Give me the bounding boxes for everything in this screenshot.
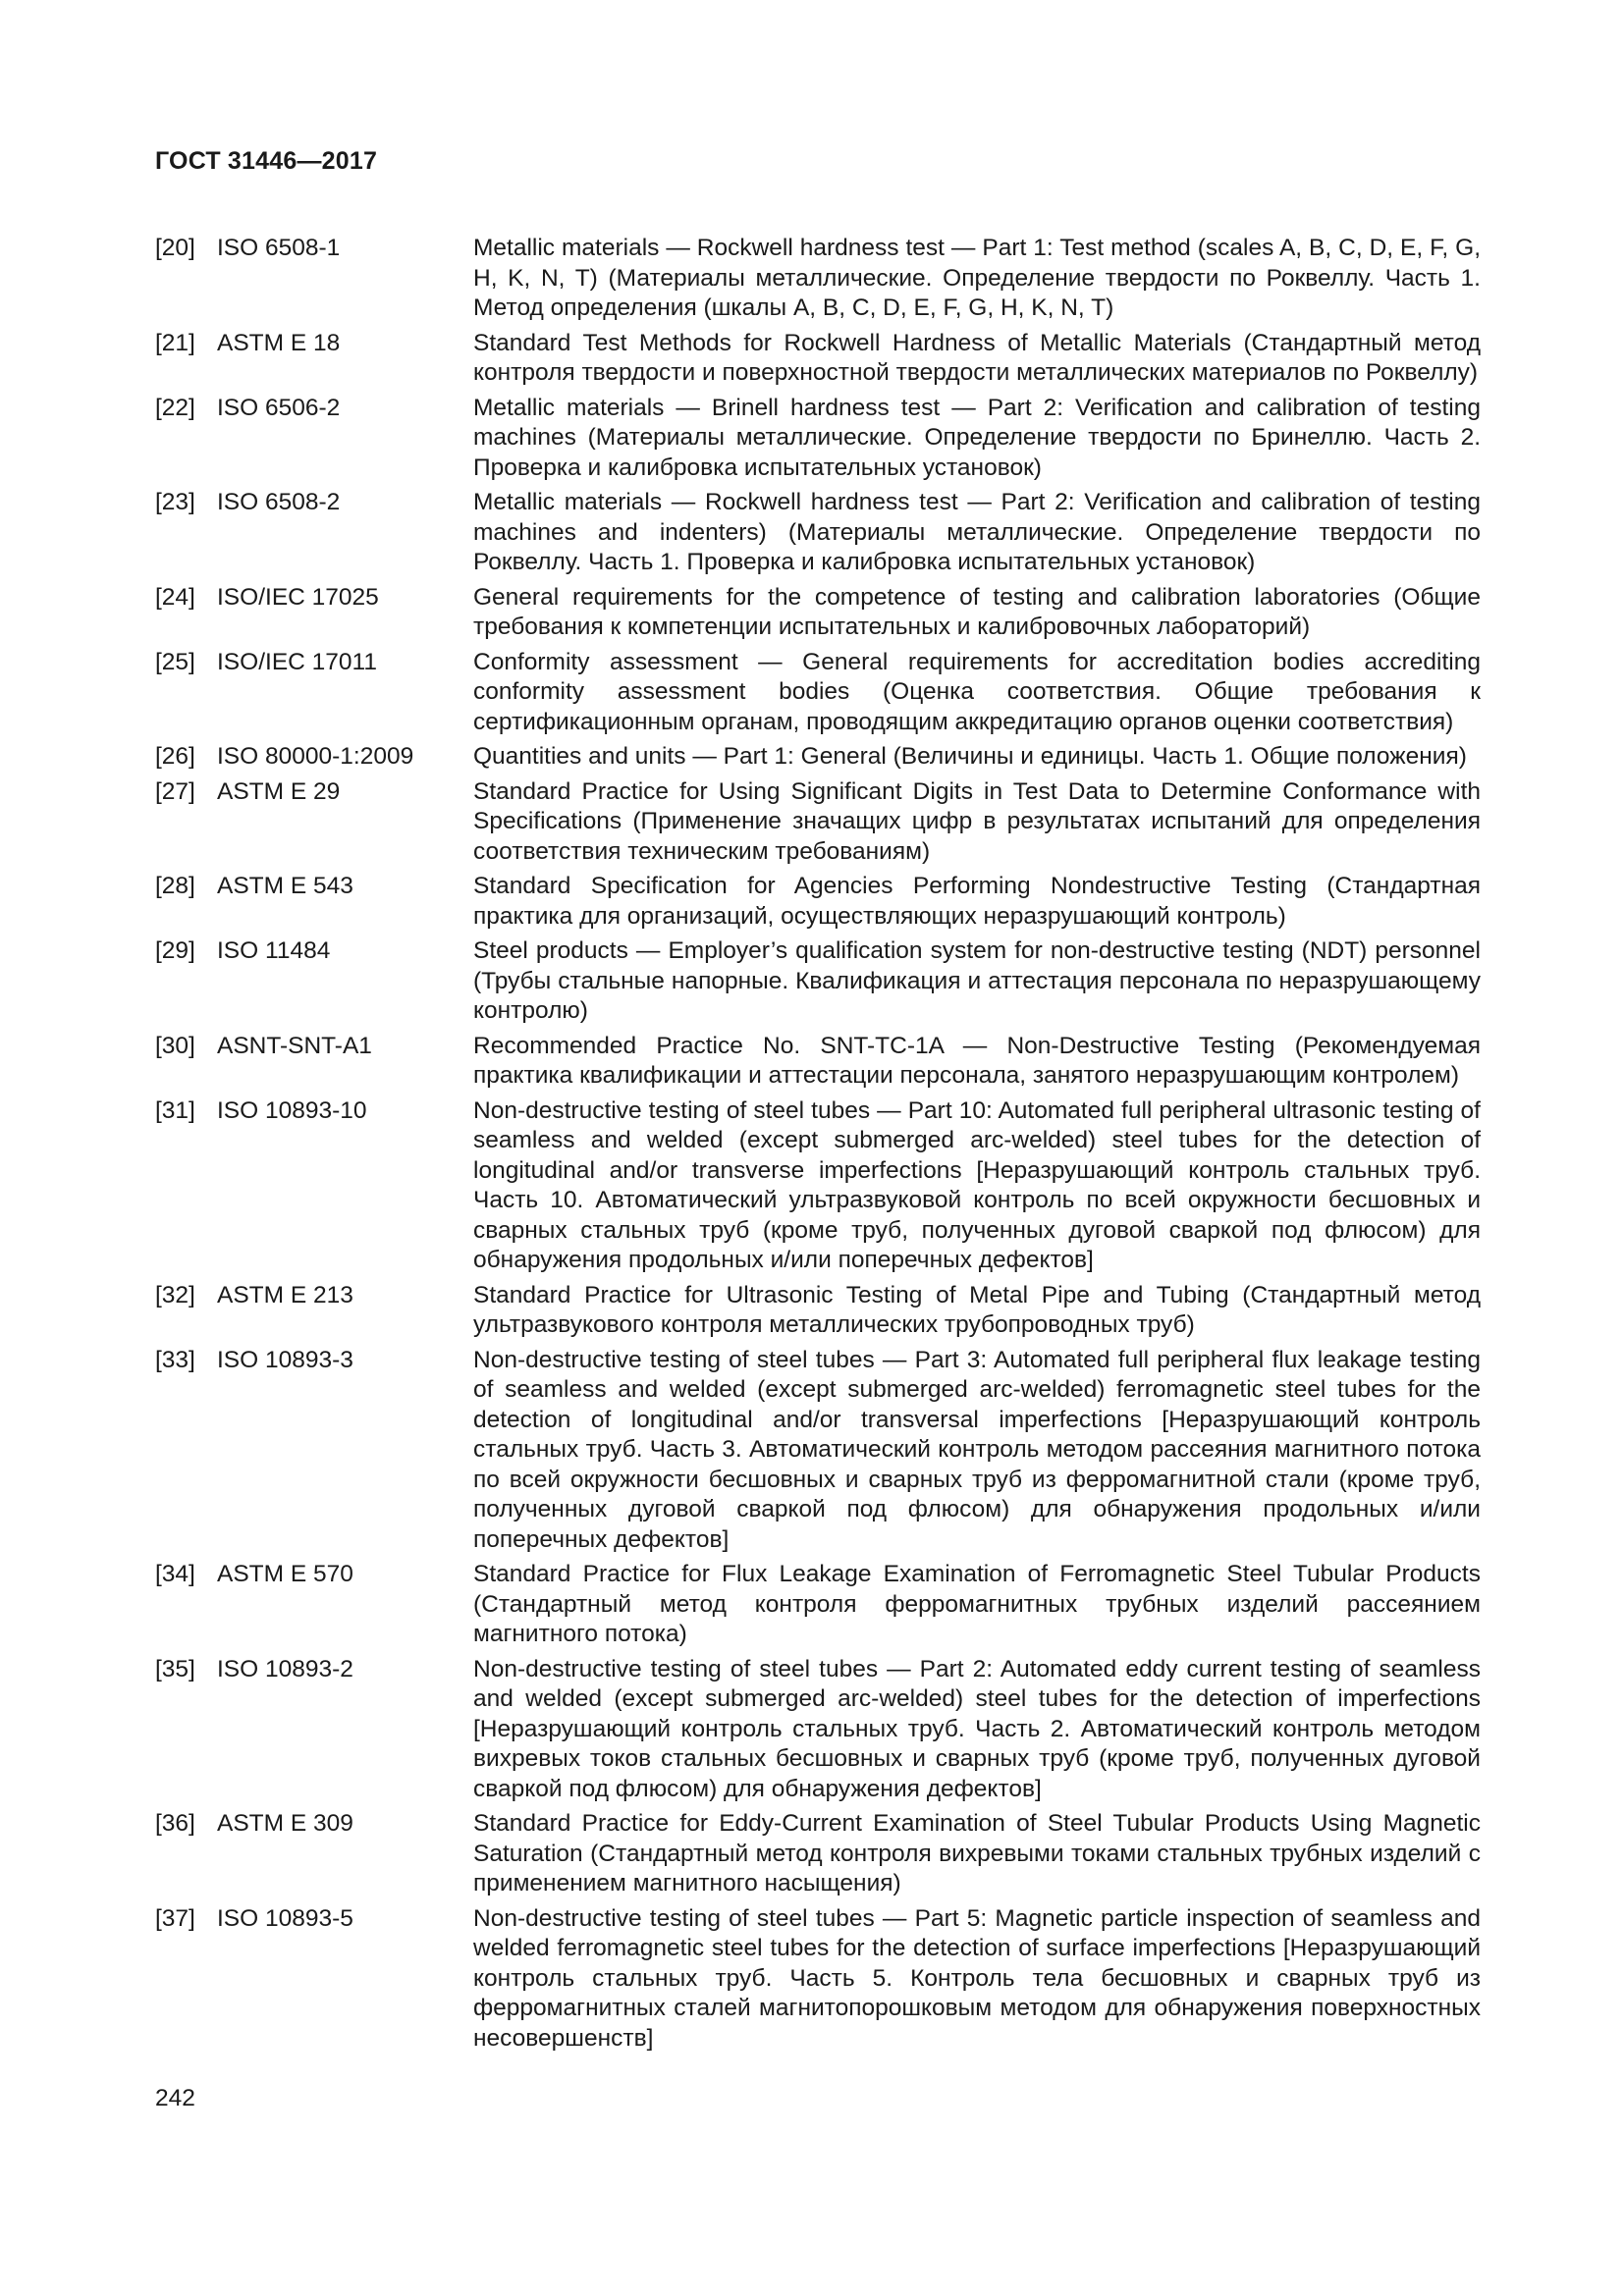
entry-number: [22] bbox=[155, 394, 195, 421]
bibliography-list bbox=[155, 234, 1481, 2058]
entry-standard-code: ISO 10893-3 bbox=[217, 1346, 353, 1373]
entry-number: [34] bbox=[155, 1561, 195, 1587]
entry-title: Recommended Practice No. SNT-TC-1A — Non-Destructive Testing (Рекомендуемая практика квалификации и аттестации персонала, занятого неразрушающим контролем) bbox=[473, 1032, 1481, 1089]
entry-number: [24] bbox=[155, 583, 195, 611]
entry-number: [28] bbox=[155, 873, 195, 899]
entry-standard-code: ISO 11484 bbox=[217, 937, 331, 964]
entry-title: Standard Practice for Flux Leakage Examination of Ferromagnetic Steel Tubular Products (Стандартный метод контроля ферромагнитных трубных изделий рассеянием магнитного потока) bbox=[473, 1561, 1481, 1647]
entry-title: Standard Practice for Eddy-Current Examination of Steel Tubular Products Using Magnetic Saturation (Стандартный метод контроля вихревыми токами стальных трубных изделий с применением магнитного насыщения) bbox=[473, 1810, 1481, 1896]
entry-standard-code: ISO 10893-2 bbox=[217, 1655, 353, 1682]
entry-number: [31] bbox=[155, 1096, 195, 1124]
entry-number: [21] bbox=[155, 329, 195, 356]
bibliography-entry bbox=[155, 1904, 1481, 2055]
bibliography-entry bbox=[155, 1281, 1481, 1341]
entry-title: General requirements for the competence of testing and calibration laboratories (Общие требования к компетенции испытательных и калибровочных лабораторий) bbox=[473, 583, 1481, 640]
entry-number: [27] bbox=[155, 777, 195, 805]
entry-number: [32] bbox=[155, 1281, 195, 1308]
entry-standard-code: ISO/IEC 17011 bbox=[217, 648, 377, 675]
entry-number: [25] bbox=[155, 648, 195, 675]
entry-title: Non-destructive testing of steel tubes — Part 3: Automated full peripheral flux leakage testing of seamless and welded (except submerged arc-welded) ferromagnetic steel tubes for the detection of longitudinal and/or transversal imperfections [Неразрушающий контроль стальных труб. Часть 3. Автоматический контроль методом рассеяния магнитного потока по всей окружности бесшовных и сварных труб из ферромагнитной стали (кроме труб, полученных дуговой сваркой под флюсом) для обнаружения продольных и/или поперечных дефектов] bbox=[473, 1346, 1481, 1553]
entry-standard-code: ISO 6508-1 bbox=[217, 235, 341, 261]
entry-title: Metallic materials — Rockwell hardness test — Part 2: Verification and calibration of testing machines and indenters) (Материалы металлические. Определение твердости по Роквеллу. Часть 1. Проверка и калибровка испытательных установок) bbox=[473, 489, 1481, 575]
bibliography-entry bbox=[155, 872, 1481, 932]
entry-title: Metallic materials — Brinell hardness test — Part 2: Verification and calibration of testing machines (Материалы металлические. Определение твердости по Бринеллю. Часть 2. Проверка и калибровка испытательных установок) bbox=[473, 394, 1481, 481]
entry-title: Standard Practice for Using Significant Digits in Test Data to Determine Conformance with Specifications (Применение значащих цифр в результатах испытаний для определения соответствия техническим требованиям) bbox=[473, 777, 1481, 865]
entry-standard-code: ISO 10893-5 bbox=[217, 1904, 353, 1932]
entry-title: Quantities and units — Part 1: General (Величины и единицы. Часть 1. Общие положения) bbox=[473, 743, 1467, 770]
entry-number: [26] bbox=[155, 743, 195, 770]
entry-standard-code: ASTM E 543 bbox=[217, 873, 353, 899]
entry-title: Steel products — Employer’s qualification system for non-destructive testing (NDT) personnel (Трубы стальные напорные. Квалификация и аттестация персонала по неразрушающему контролю) bbox=[473, 937, 1481, 1024]
entry-title: Conformity assessment — General requirements for accreditation bodies accrediting conformity assessment bodies (Оценка соответствия. Общие требования к сертификационным органам, проводящим аккредитацию органов оценки соответствия) bbox=[473, 648, 1481, 735]
bibliography-entry bbox=[155, 648, 1481, 738]
entry-standard-code: ISO 80000-1:2009 bbox=[217, 743, 414, 770]
entry-standard-code: ASTM E 29 bbox=[217, 777, 341, 805]
bibliography-entry bbox=[155, 234, 1481, 324]
bibliography-entry bbox=[155, 394, 1481, 484]
entry-number: [29] bbox=[155, 937, 195, 964]
entry-standard-code: ISO 10893-10 bbox=[217, 1096, 367, 1124]
entry-title: Standard Practice for Ultrasonic Testing of Metal Pipe and Tubing (Стандартный метод ультразвукового контроля металлических трубопроводных труб) bbox=[473, 1281, 1481, 1338]
page-number: 242 bbox=[155, 2085, 195, 2111]
entry-title: Non-destructive testing of steel tubes — Part 10: Automated full peripheral ultrasonic testing of seamless and welded (except submerged arc-welded) steel tubes for the detection of longitudinal and/or transverse imperfections [Неразрушающий контроль стальных труб. Часть 10. Автоматический ультразвуковой контроль по всей окружности бесшовных и сварных стальных труб (кроме труб, полученных дуговой сваркой под флюсом) для обнаружения продольных и/или поперечных дефектов] bbox=[473, 1096, 1481, 1273]
bibliography-entry bbox=[155, 583, 1481, 643]
entry-number: [35] bbox=[155, 1655, 195, 1682]
entry-title: Non-destructive testing of steel tubes — Part 5: Magnetic particle inspection of seamless and welded ferromagnetic steel tubes for the detection of surface imperfections [Неразрушающий контроль стальных труб. Часть 5. Контроль тела бесшовных и сварных труб из ферромагнитных сталей магнитопорошковым методом для обнаружения поверхностных несовершенств] bbox=[473, 1904, 1481, 2052]
entry-standard-code: ASTM E 309 bbox=[217, 1810, 353, 1837]
entry-standard-code: ISO 6508-2 bbox=[217, 489, 341, 515]
bibliography-entry bbox=[155, 1032, 1481, 1092]
standard-header: ГОСТ 31446—2017 bbox=[155, 147, 378, 175]
entry-standard-code: ISO/IEC 17025 bbox=[217, 583, 379, 611]
entry-number: [23] bbox=[155, 489, 195, 515]
bibliography-entry bbox=[155, 488, 1481, 578]
bibliography-entry bbox=[155, 1560, 1481, 1650]
entry-number: [33] bbox=[155, 1346, 195, 1373]
bibliography-entry bbox=[155, 936, 1481, 1027]
bibliography-entry bbox=[155, 1809, 1481, 1899]
entry-title: Non-destructive testing of steel tubes — Part 2: Automated eddy current testing of seamless and welded (except submerged arc-welded) steel tubes for the detection of imperfections [Неразрушающий контроль стальных труб. Часть 2. Автоматический контроль методом вихревых токов стальных бесшовных и сварных труб (кроме труб, полученных дуговой сваркой под флюсом) для обнаружения дефектов] bbox=[473, 1655, 1481, 1802]
bibliography-entry bbox=[155, 1096, 1481, 1276]
entry-standard-code: ASTM E 213 bbox=[217, 1281, 353, 1308]
bibliography-entry bbox=[155, 1346, 1481, 1556]
entry-number: [20] bbox=[155, 235, 195, 261]
entry-standard-code: ASTM E 18 bbox=[217, 329, 341, 356]
bibliography-entry bbox=[155, 1655, 1481, 1805]
entry-number: [37] bbox=[155, 1904, 195, 1932]
entry-number: [36] bbox=[155, 1810, 195, 1837]
entry-title: Standard Test Methods for Rockwell Hardness of Metallic Materials (Стандартный метод контроля твердости и поверхностной твердости металлических материалов по Роквеллу) bbox=[473, 329, 1481, 386]
bibliography-entry bbox=[155, 742, 1481, 773]
entry-standard-code: ASNT-SNT-A1 bbox=[217, 1032, 372, 1059]
entry-standard-code: ASTM E 570 bbox=[217, 1561, 353, 1587]
entry-standard-code: ISO 6506-2 bbox=[217, 394, 341, 421]
entry-title: Metallic materials — Rockwell hardness test — Part 1: Test method (scales A, B, C, D, E, F, G, H, K, N, T) (Материалы металлические. Определение твердости по Роквеллу. Часть 1. Метод определения (шкалы A, B, C, D, E, F, G, H, K, N, T) bbox=[473, 235, 1481, 321]
bibliography-entry bbox=[155, 329, 1481, 389]
entry-number: [30] bbox=[155, 1032, 195, 1059]
entry-title: Standard Specification for Agencies Performing Nondestructive Testing (Стандартная практика для организаций, осуществляющих неразрушающий контроль) bbox=[473, 873, 1481, 930]
bibliography-entry bbox=[155, 777, 1481, 868]
